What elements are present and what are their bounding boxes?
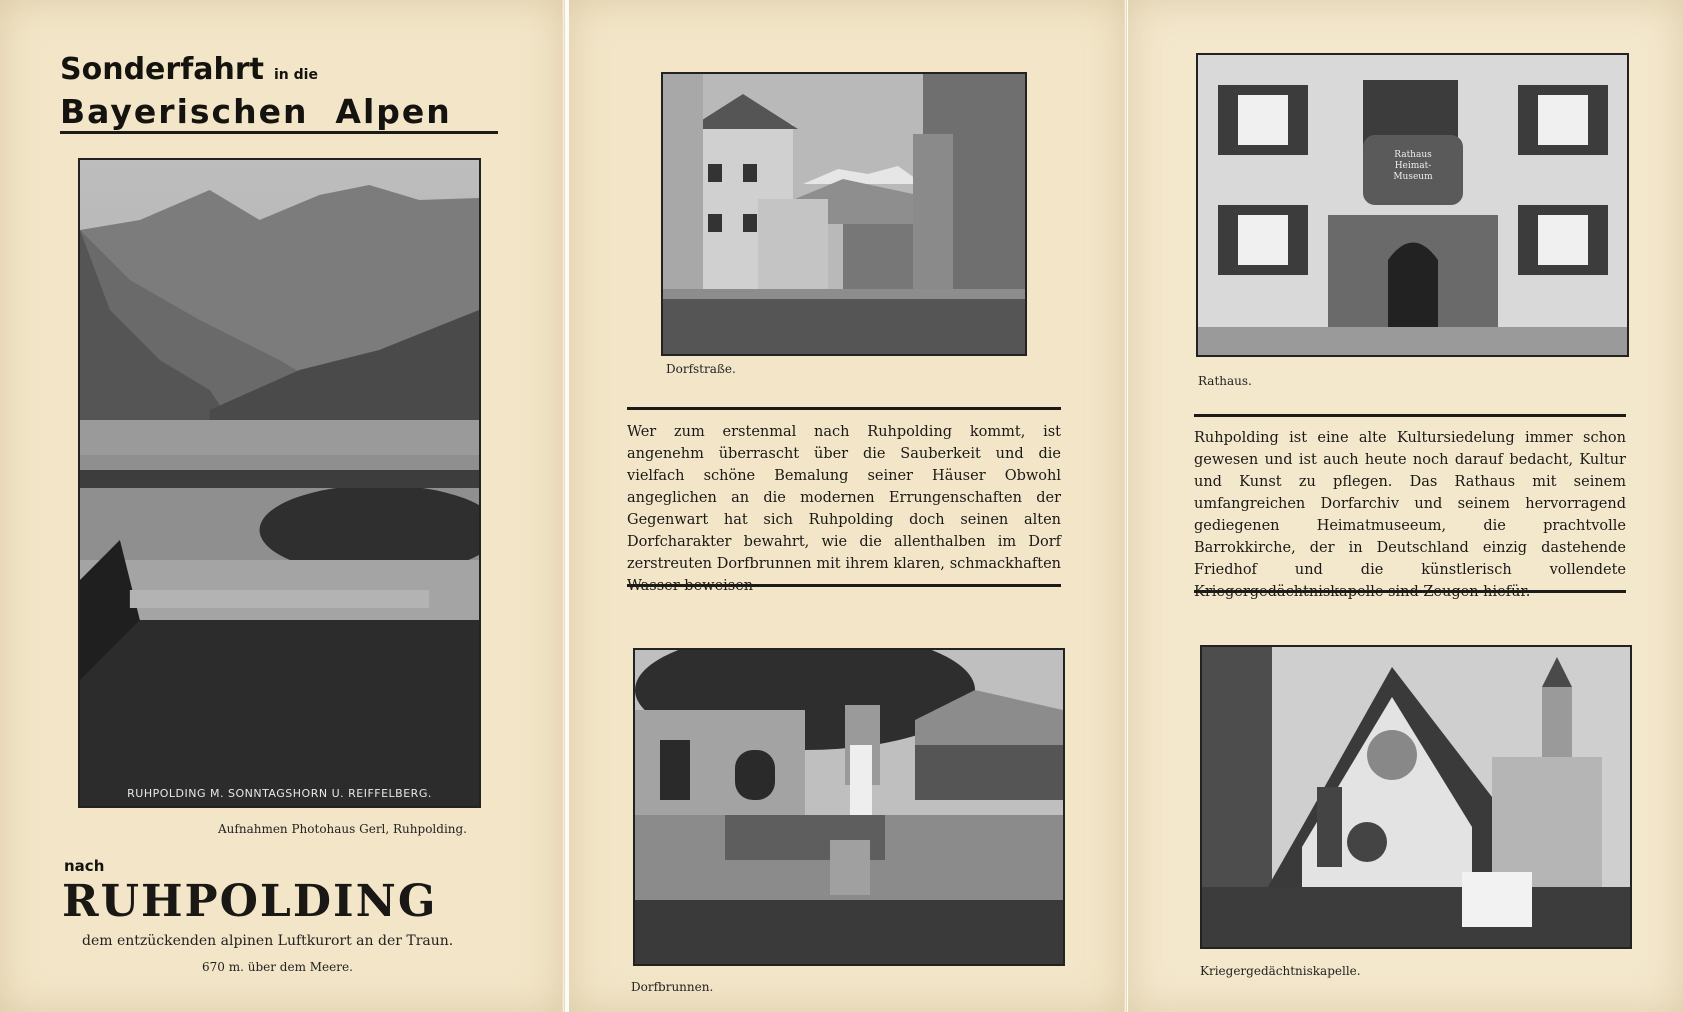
dorfbrunnen-photo: [633, 648, 1065, 966]
cover-title-small: in die: [273, 67, 318, 83]
dorfstrasse-caption: Dorfstraße.: [666, 362, 736, 376]
rathaus-caption: Rathaus.: [1198, 374, 1252, 388]
cover-photo-credit: Aufnahmen Photohaus Gerl, Ruhpolding.: [218, 822, 467, 836]
cover-subtitle: dem entzückenden alpinen Luftkurort an der Traun.: [82, 933, 454, 949]
kapelle-photo: [1200, 645, 1632, 949]
cover-title-word: Sonderfahrt: [60, 52, 264, 87]
cover-mountain-photo: [78, 158, 481, 808]
right-paragraph: Ruhpolding ist eine alte Kultursiedelung immer schon gewesen und ist auch heute noch darauf bedacht, Kultur und Kunst zu pflegen. Das Rathaus mit seinem umfangreichen Dorfarchiv und seinem hervorragend gediegenen Heimatmuseeum, die prachtvolle Barrokkirche, der in Deutschland einzig dastehende Friedhof und die künstlerisch vollendete: [1194, 430, 1626, 578]
cover-photo-overlay-label: RUHPOLDING M. SONNTAGSHORN U. REIFFELBERG.: [127, 787, 432, 800]
cover-title-line2: Bayerischen Alpen: [60, 92, 452, 131]
fold-1: [562, 0, 565, 1012]
village-fountain-image: [635, 650, 1063, 964]
village-street-image: [663, 74, 1025, 354]
town-hall-facade-image: [1198, 55, 1627, 355]
right-page: [1128, 0, 1683, 1012]
right-rule-top: [1194, 414, 1626, 417]
dorfbrunnen-caption: Dorfbrunnen.: [631, 980, 714, 994]
cover-altitude: 670 m. über dem Meere.: [202, 960, 353, 974]
cover-page: [0, 0, 562, 1012]
right-rule-bottom: [1194, 590, 1626, 593]
cover-town-title: RUHPOLDING: [62, 876, 438, 927]
mountain-landscape-image: [80, 160, 479, 806]
cover-title-line1: [60, 52, 318, 87]
middle-page: [569, 0, 1124, 1012]
fold-2: [1124, 0, 1127, 1012]
cover-nach: nach: [64, 857, 105, 875]
dorfstrasse-photo: [661, 72, 1027, 356]
cover-title-underline: [60, 131, 498, 134]
middle-rule-top: [627, 407, 1061, 410]
memorial-chapel-image: [1202, 647, 1630, 947]
middle-rule-bottom: [627, 584, 1061, 587]
kapelle-caption: Kriegergedächtniskapelle.: [1200, 964, 1361, 978]
rathaus-photo: [1196, 53, 1629, 357]
middle-paragraph: Wer zum erstenmal nach Ruhpolding kommt, ist angenehm überrascht über die Sauberkeit und die vielfach schöne Bemalung seiner Häuser Obwohl angeglichen an die modernen Errungenschaften der Gegenwart hat sich Ruhpolding doch seinen alten Dorfcharakter bewahrt, wie die allenthalben im Dorf zerstreuten Dorfbrunnen mit ihrem klaren, schmackhaften: [627, 424, 1061, 572]
rathaus-sign: Rathaus Heimat-Museum: [1393, 150, 1433, 182]
